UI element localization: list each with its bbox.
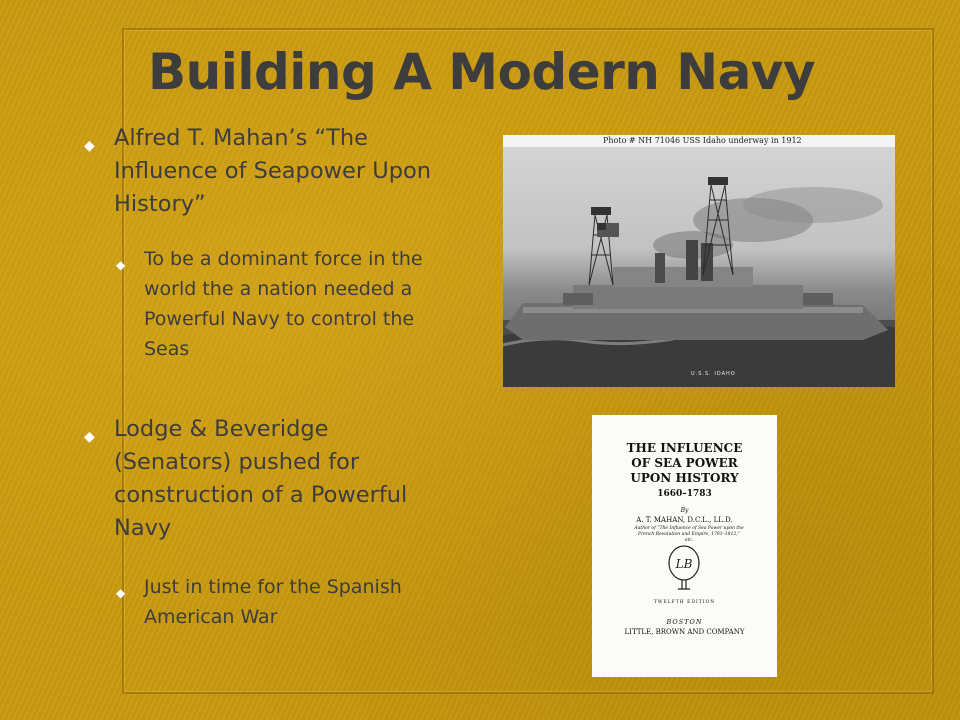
diamond-bullet-icon: ◆ <box>84 138 95 154</box>
book-years: 1660–1783 <box>657 489 712 499</box>
sub-bullet-item <box>116 572 464 632</box>
sub-bullet-item <box>116 244 464 364</box>
diamond-bullet-icon: ◆ <box>116 258 126 272</box>
diamond-bullet-icon: ◆ <box>116 586 126 600</box>
book-by: By <box>680 507 689 514</box>
book-title-line: UPON HISTORY <box>630 471 739 485</box>
slide-title: Building A Modern Navy <box>148 43 816 101</box>
book-title-line: OF SEA POWER <box>631 456 738 470</box>
book-author-description: Author of “The Influence of Sea Power upon the French Revolution and Empire, 1793–1812,” etc. <box>634 526 744 543</box>
book-author: A. T. MAHAN, D.C.L., LL.D. <box>636 516 733 524</box>
book-publisher: LITTLE, BROWN AND COMPANY <box>624 628 745 636</box>
sub-bullet-text: To be a dominant force in the world the a nation needed a Powerful Navy to control the Seas <box>144 248 423 360</box>
sub-bullet-text: Just in time for the Spanish American War <box>144 576 402 628</box>
battleship-photo <box>503 135 895 387</box>
battleship-illustration <box>503 135 895 387</box>
photo-ship-label: U.S.S. IDAHO <box>691 371 736 377</box>
book-edition: TWELFTH EDITION <box>653 600 716 605</box>
bullet-item <box>84 122 444 221</box>
book-title-line: THE INFLUENCE <box>626 441 743 455</box>
book-city: BOSTON <box>666 618 703 626</box>
bullet-text: Alfred T. Mahan’s “The Influence of Seapower Upon History” <box>114 125 432 217</box>
bullet-item <box>84 413 444 545</box>
publisher-emblem-icon <box>664 543 704 593</box>
photo-caption: Photo # NH 71046 USS Idaho underway in 1912 <box>603 136 802 145</box>
bullet-text: Lodge & Beveridge (Senators) pushed for construction of a Powerful Navy <box>114 416 408 541</box>
diamond-bullet-icon: ◆ <box>84 429 95 445</box>
book-title-page <box>592 415 777 677</box>
emblem-letters: LB <box>675 557 693 571</box>
